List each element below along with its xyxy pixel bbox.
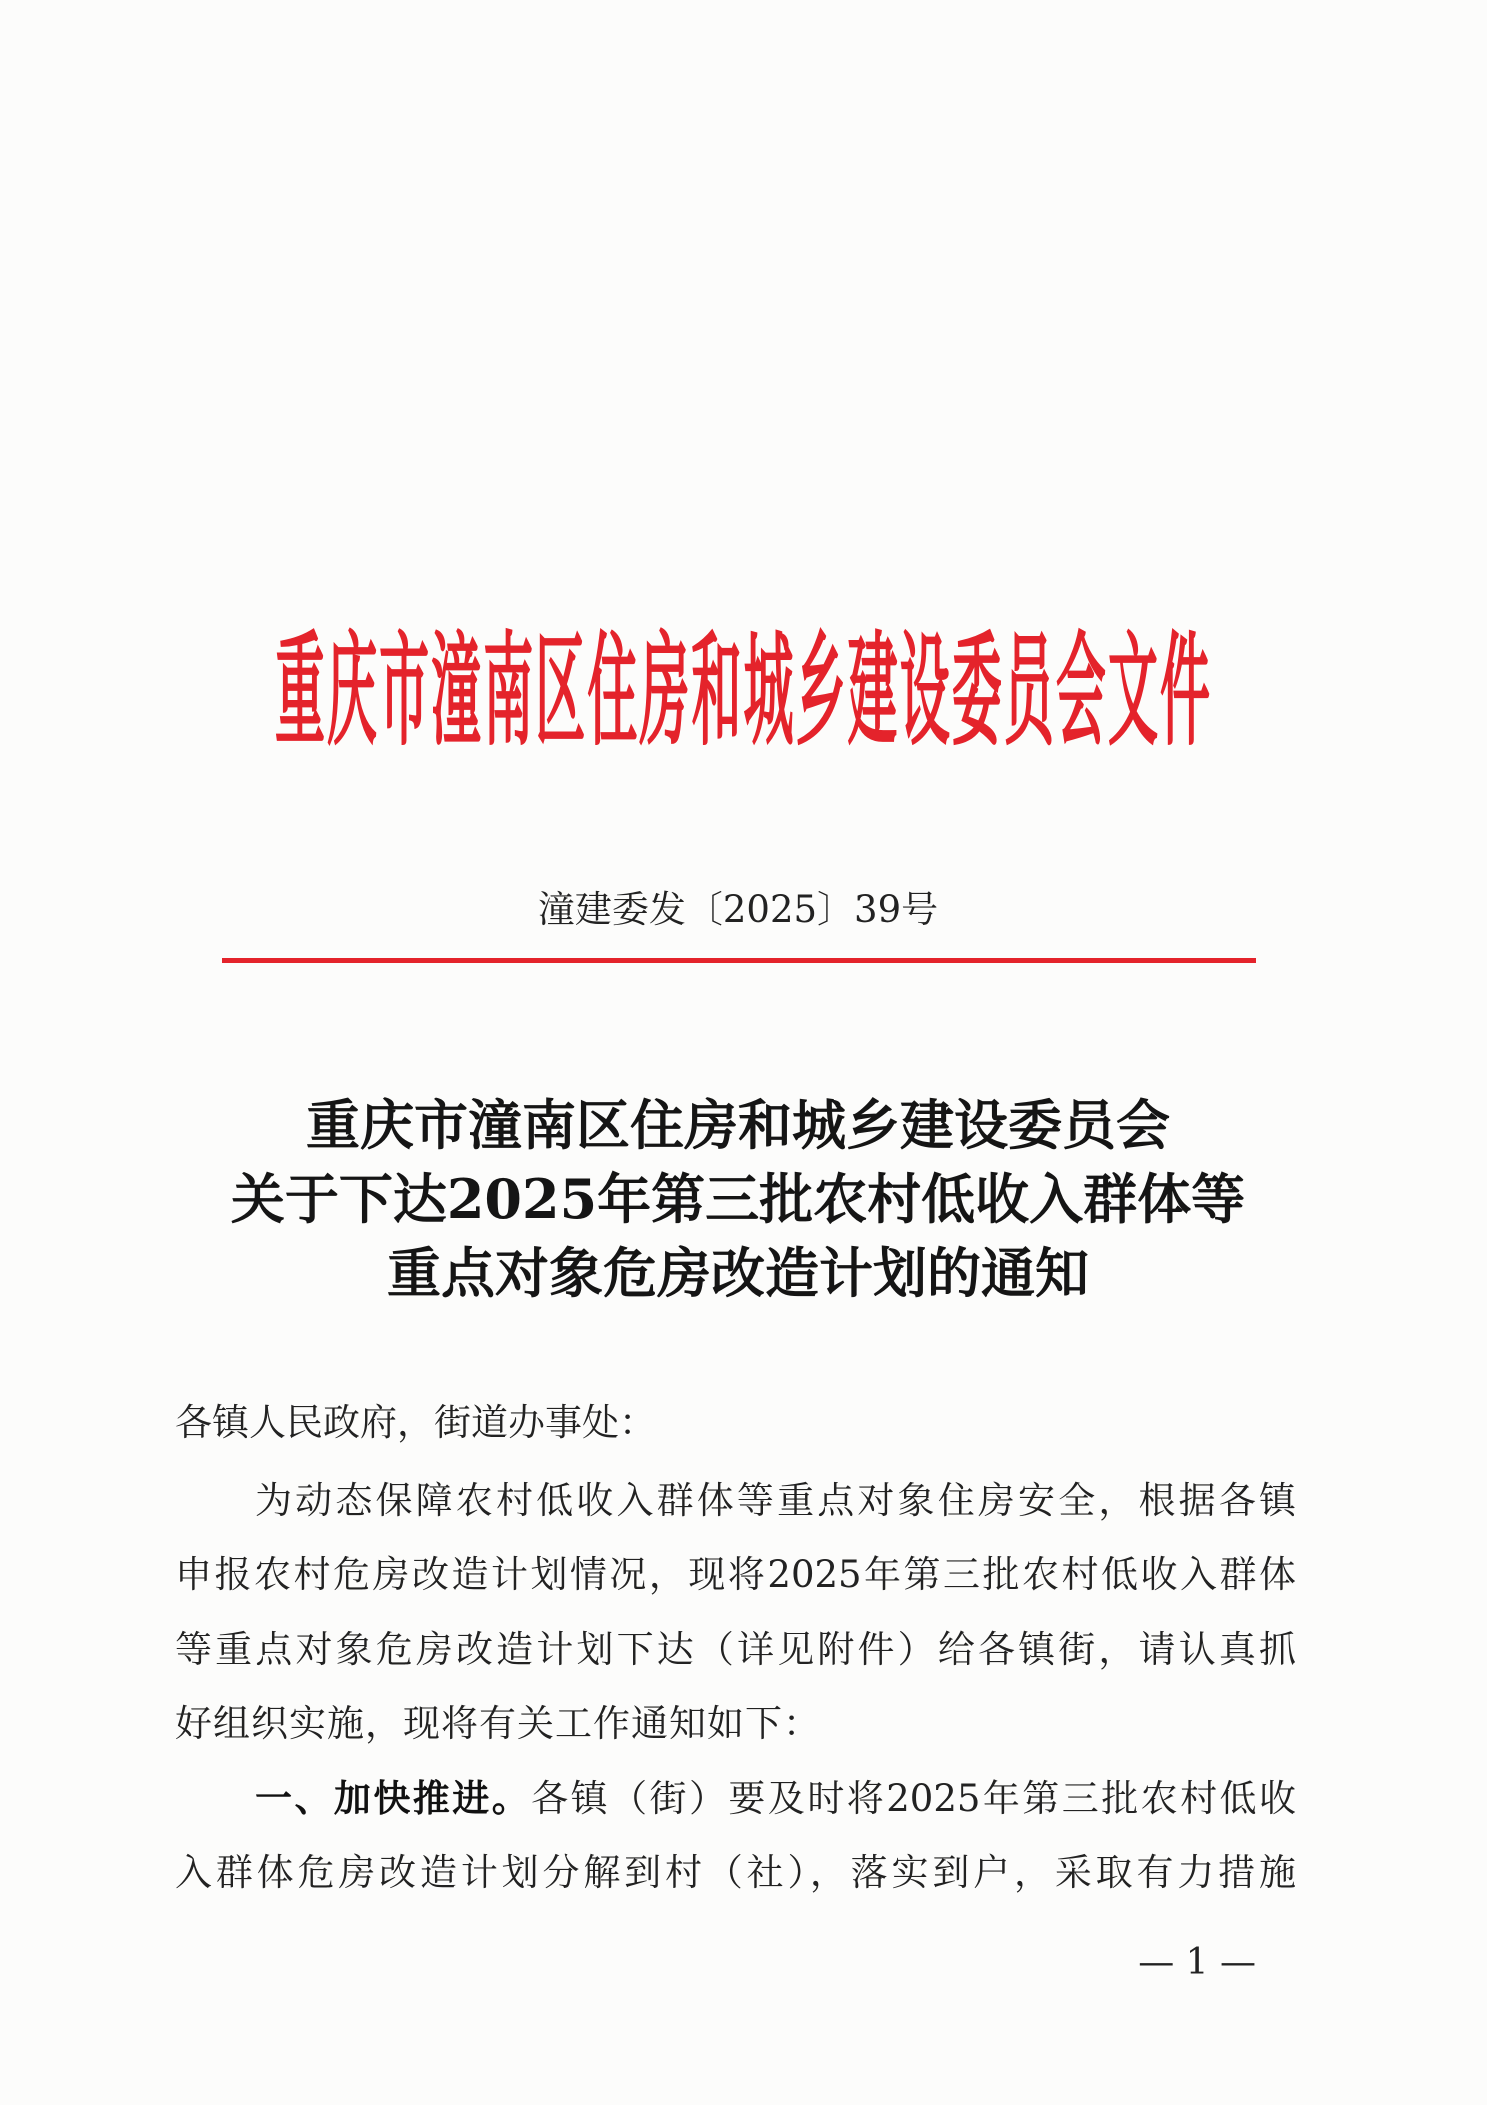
document-title-line-2: 关于下达2025年第三批农村低收入群体等 bbox=[230, 1167, 1246, 1231]
paragraph-1-line-2: 申报农村危房改造计划情况，现将2025年第三批农村低收入群体 bbox=[175, 1553, 1296, 1596]
document-title-line-1: 重庆市潼南区住房和城乡建设委员会 bbox=[306, 1093, 1170, 1157]
paragraph-2-line-1-text: 各镇（街）要及时将2025年第三批农村低收 bbox=[531, 1777, 1297, 1820]
page-number: — 1 — bbox=[1138, 1942, 1256, 1983]
red-divider-line bbox=[222, 958, 1256, 963]
paragraph-2-line-1 bbox=[255, 1777, 1297, 1820]
paragraph-2-line-2: 入群体危房改造计划分解到村（社），落实到户，采取有力措施 bbox=[175, 1851, 1296, 1894]
paragraph-2-lead-heading: 一、加快推进。 bbox=[255, 1777, 532, 1820]
salutation: 各镇人民政府，街道办事处： bbox=[175, 1401, 656, 1444]
paragraph-1-line-1: 为动态保障农村低收入群体等重点对象住房安全，根据各镇 bbox=[255, 1479, 1296, 1522]
document-number: 潼建委发〔2025〕39号 bbox=[537, 888, 939, 931]
issuing-organization-header: 重庆市潼南区住房和城乡建设委员会文件 bbox=[275, 620, 1210, 764]
paragraph-1-line-3: 等重点对象危房改造计划下达（详见附件）给各镇街，请认真抓 bbox=[175, 1628, 1296, 1671]
paragraph-1-line-4: 好组织实施，现将有关工作通知如下： bbox=[175, 1702, 821, 1745]
document-title-line-3: 重点对象危房改造计划的通知 bbox=[387, 1241, 1089, 1305]
